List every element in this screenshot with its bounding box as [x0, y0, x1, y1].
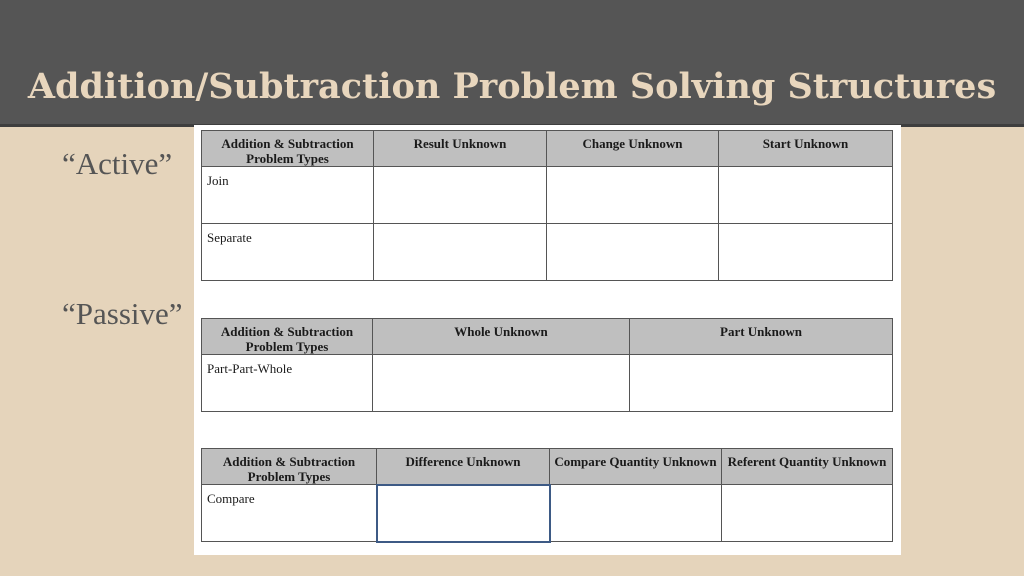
header-result-unknown: Result Unknown — [374, 131, 547, 167]
table-header-row — [202, 131, 893, 167]
row-label-separate[interactable]: Separate — [202, 224, 374, 281]
table-cell[interactable] — [719, 167, 893, 224]
table-header-row — [202, 449, 893, 485]
table-cell[interactable] — [374, 167, 547, 224]
header-start-unknown: Start Unknown — [719, 131, 893, 167]
table-cell[interactable] — [630, 355, 893, 412]
header-problem-types: Addition & Subtraction Problem Types — [202, 319, 373, 355]
table-cell[interactable] — [374, 224, 547, 281]
row-label-part-part-whole[interactable]: Part-Part-Whole — [202, 355, 373, 412]
header-whole-unknown: Whole Unknown — [373, 319, 630, 355]
passive-label: “Passive” — [62, 296, 183, 331]
table-cell[interactable] — [547, 167, 719, 224]
header-referent-quantity-unknown: Referent Quantity Unknown — [722, 449, 893, 485]
active-label: “Active” — [62, 146, 173, 181]
table-row — [202, 224, 893, 281]
table-cell[interactable] — [719, 224, 893, 281]
selected-table-cell[interactable] — [377, 485, 550, 542]
table-row — [202, 355, 893, 412]
row-label-compare[interactable]: Compare — [202, 485, 377, 542]
table-cell[interactable] — [550, 485, 722, 542]
header-difference-unknown: Difference Unknown — [377, 449, 550, 485]
table-row — [202, 485, 893, 542]
table-cell[interactable] — [547, 224, 719, 281]
passive-structures-table — [201, 318, 893, 412]
header-part-unknown: Part Unknown — [630, 319, 893, 355]
table-header-row — [202, 319, 893, 355]
header-compare-quantity-unknown: Compare Quantity Unknown — [550, 449, 722, 485]
compare-structures-table — [201, 448, 893, 542]
table-cell[interactable] — [373, 355, 630, 412]
table-row — [202, 167, 893, 224]
slide-header — [0, 0, 1024, 127]
header-problem-types: Addition & Subtraction Problem Types — [202, 449, 377, 485]
table-cell[interactable] — [722, 485, 893, 542]
row-label-join[interactable]: Join — [202, 167, 374, 224]
slide-title: Addition/Subtraction Problem Solving Structures — [27, 66, 997, 107]
header-problem-types: Addition & Subtraction Problem Types — [202, 131, 374, 167]
header-change-unknown: Change Unknown — [547, 131, 719, 167]
active-structures-table — [201, 130, 893, 281]
table-image-sheet — [194, 125, 901, 555]
